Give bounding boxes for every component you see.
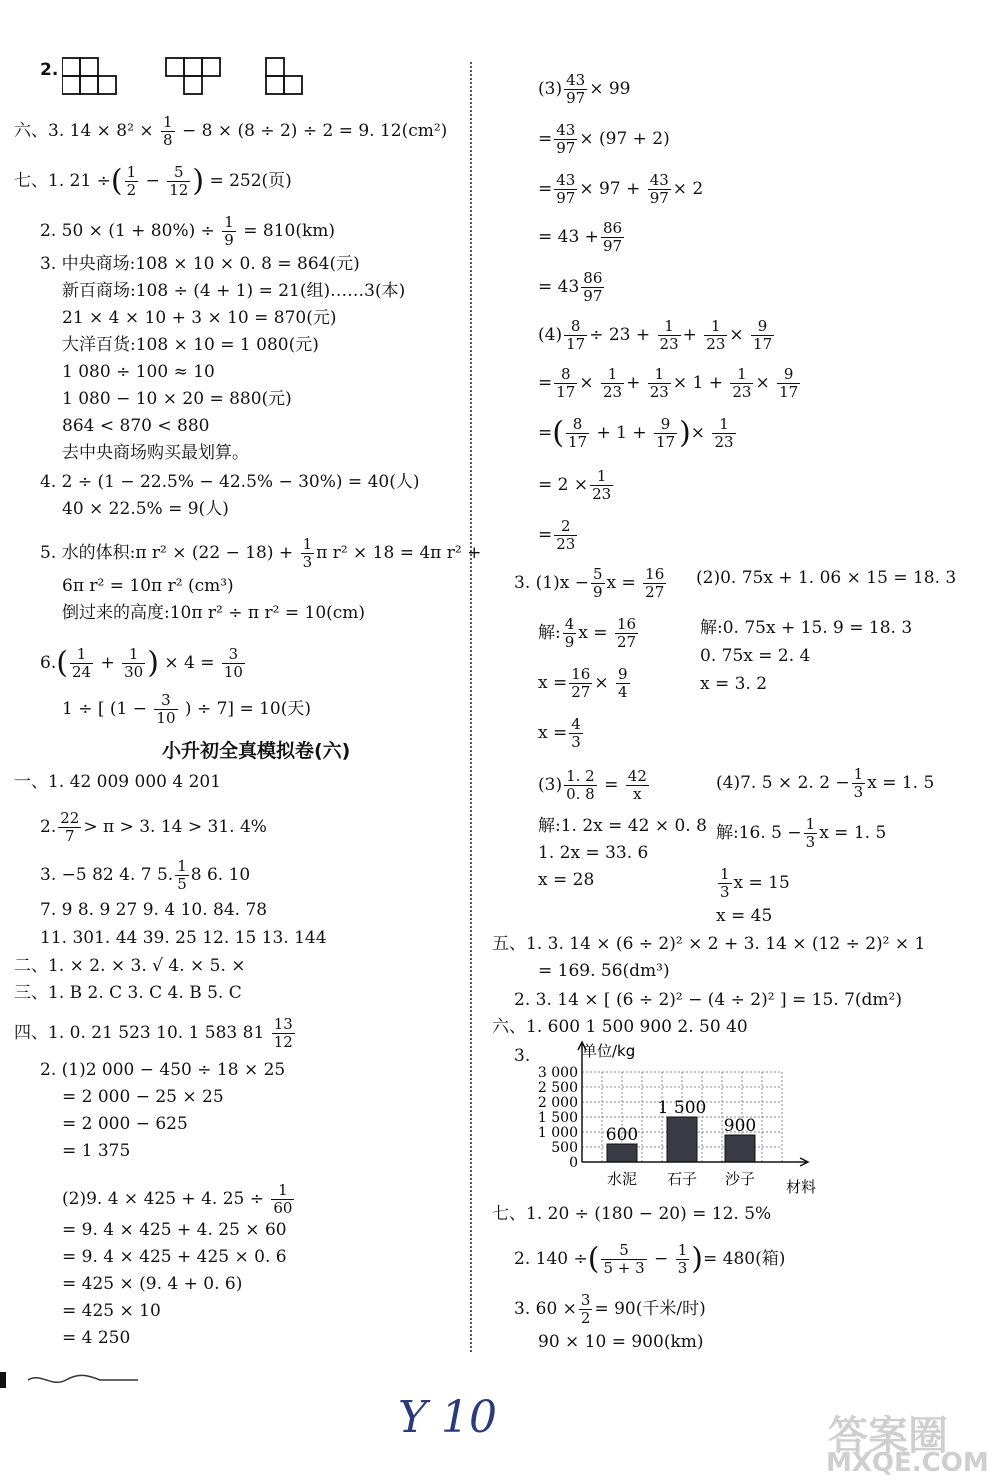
y-tick-label: 1 000 — [537, 1125, 578, 1141]
answer-line: 解:16. 5 − $\frac{1}{3}$ x = 1. 5 — [716, 815, 887, 851]
y-axis-ticks — [538, 1065, 578, 1171]
y-tick-label: 1 500 — [537, 1110, 578, 1126]
fraction: $\frac{43}{97}$ — [649, 171, 669, 207]
fraction: $\frac{1}{60}$ — [273, 1181, 293, 1217]
fraction: $\frac{1}{3}$ — [853, 765, 864, 801]
fraction: $\frac{1}{3}$ — [302, 535, 313, 571]
fraction: $\frac{86}{97}$ — [602, 219, 623, 255]
fraction: $\frac{42}{x}$ — [627, 767, 647, 803]
answer-line: 40 × 22.5% = 9(人) — [62, 499, 229, 519]
answer-line: = 43 $\frac{86}{97}$ — [538, 269, 603, 305]
answer-line: 解:1. 2x = 42 × 0. 8 — [538, 816, 707, 836]
answer-line: 一、1. 42 009 000 4 201 — [14, 772, 222, 792]
fraction: $\frac{13}{12}$ — [273, 1015, 293, 1051]
column-divider — [470, 62, 472, 1352]
answer-line: 新百商场:108 ÷ (4 + 1) = 21(组)……3(本) — [62, 281, 406, 301]
answer-line: 1. 2x = 33. 6 — [538, 843, 649, 863]
answer-line: 大洋百货:108 × 10 = 1 080(元) — [62, 335, 319, 355]
answer-line: 5. 水的体积:π r² × (22 − 18) + $\frac{1}{3}$ π r² × 18 = 4π r² + — [40, 535, 482, 571]
q2-label: 2. — [40, 60, 59, 80]
answer-line: = 1 375 — [62, 1141, 131, 1161]
answer-line: =( $\frac{8}{17}$ + 1 + $\frac{9}{17}$ )× $\frac{1}{23}$ — [538, 415, 734, 451]
fraction: $\frac{1}{24}$ — [71, 645, 92, 681]
answer-line: 七、1. 20 ÷ (180 − 20) = 12. 5% — [492, 1204, 772, 1224]
x-category-label: 石子 — [666, 1170, 698, 1188]
x-category-label: 水泥 — [606, 1170, 638, 1188]
answer-line: 3. 60 × $\frac{3}{2}$ = 90(千米/时) — [514, 1291, 706, 1327]
view-2-square — [184, 76, 202, 94]
fraction: $\frac{1}{23}$ — [592, 467, 612, 503]
answer-line: x = 3. 2 — [700, 674, 768, 694]
answer-line: 七、1. 21 ÷( $\frac{1}{2}$ − $\frac{5}{12}$ ) = 252(页) — [14, 163, 292, 199]
fraction: $\frac{43}{97}$ — [556, 171, 576, 207]
fraction: $\frac{1}{3}$ — [805, 815, 816, 851]
answer-line: = 43 + $\frac{86}{97}$ — [538, 219, 623, 255]
fraction: $\frac{1}{23}$ — [603, 365, 623, 401]
fraction: $\frac{9}{17}$ — [779, 365, 799, 401]
fraction: $\frac{2}{23}$ — [556, 517, 576, 553]
answer-line: 4. 2 ÷ (1 − 22.5% − 42.5% − 30%) = 40(人) — [40, 472, 420, 492]
answer-line: 2. 50 × (1 + 80%) ÷ $\frac{1}{9}$ = 810(km) — [40, 213, 336, 249]
bar-chart — [520, 1036, 840, 1200]
fraction: $\frac{1}{8}$ — [163, 113, 173, 149]
y-axis-label: 单位/kg — [582, 1042, 636, 1060]
view-1-square — [80, 76, 98, 94]
fraction: $\frac{22}{7}$ — [60, 809, 80, 845]
answer-line: (2)9. 4 × 425 + 4. 25 ÷ $\frac{1}{60}$ — [62, 1181, 293, 1217]
y-tick-label: 3 000 — [537, 1065, 578, 1081]
view-2-square — [202, 58, 220, 76]
answer-line: = 2 000 − 625 — [62, 1114, 188, 1134]
view-3-square — [266, 58, 284, 76]
answer-line: 二、1. × 2. × 3. √ 4. × 5. × — [14, 956, 246, 976]
fraction: $\frac{1}{23}$ — [732, 365, 752, 401]
fraction: $\frac{3}{10}$ — [223, 645, 243, 681]
fraction: $\frac{1}{23}$ — [659, 317, 679, 353]
answer-line: = 425 × (9. 4 + 0. 6) — [62, 1274, 243, 1294]
answer-line: 3. −5 82 4. 7 5. $\frac{1}{5}$ 8 6. 10 — [40, 857, 251, 893]
fraction: $\frac{9}{17}$ — [753, 317, 773, 353]
answer-line: 1 ÷ [ (1 − $\frac{3}{10}$ ) ÷ 7] = 10(天) — [62, 691, 311, 727]
answer-line: = $\frac{43}{97}$ × 97 + $\frac{43}{97}$ × 2 — [538, 171, 704, 207]
answer-line: (3) $\frac{1. 2}{0. 8}$ = $\frac{42}{x}$ — [538, 767, 647, 803]
answer-line: 90 × 10 = 900(km) — [538, 1332, 704, 1352]
fraction: $\frac{1. 2}{0. 8}$ — [566, 767, 595, 803]
fraction: $\frac{1}{23}$ — [706, 317, 726, 353]
view-1-square — [80, 58, 98, 76]
fraction: $\frac{1}{5}$ — [177, 857, 187, 893]
bar-data-label: 900 — [723, 1116, 757, 1136]
answer-line: 2. (1)2 000 − 450 ÷ 18 × 25 — [40, 1060, 286, 1080]
answer-line: (3) $\frac{43}{97}$ × 99 — [538, 71, 631, 107]
answer-line: 2. 140 ÷( $\frac{5}{5 + 3}$ − $\frac{1}{3}$ )= 480(箱) — [514, 1241, 786, 1277]
answer-line: 解:0. 75x + 15. 9 = 18. 3 — [700, 618, 913, 638]
answer-line: = 9. 4 × 425 + 425 × 0. 6 — [62, 1247, 287, 1267]
answer-line: 六、1. 600 1 500 900 2. 50 40 — [492, 1017, 748, 1037]
answer-line: 三、1. B 2. C 3. C 4. B 5. C — [14, 983, 242, 1003]
view-2-square — [166, 58, 184, 76]
x-category-label: 沙子 — [724, 1170, 756, 1188]
answer-line: (4) $\frac{8}{17}$ ÷ 23 + $\frac{1}{23}$ + $\frac{1}{23}$ × $\frac{9}{17}$ — [538, 317, 773, 353]
fraction: $\frac{5}{5 + 3}$ — [603, 1241, 645, 1277]
answer-line: (2)0. 75x + 1. 06 × 15 = 18. 3 — [696, 568, 957, 588]
page-ornament — [0, 1372, 140, 1388]
answer-line: 倒过来的高度:10π r² ÷ π r² = 10(cm) — [62, 603, 366, 623]
answer-line: x = 28 — [538, 870, 595, 890]
bar-data-label: 1 500 — [657, 1098, 707, 1118]
bar-data-label: 600 — [605, 1125, 639, 1145]
x-axis-label: 材料 — [786, 1178, 817, 1196]
fraction: $\frac{3}{2}$ — [580, 1291, 591, 1327]
fraction: $\frac{16}{27}$ — [571, 665, 591, 701]
y-tick-label: 2 500 — [537, 1080, 578, 1096]
fraction: $\frac{1}{23}$ — [714, 415, 734, 451]
answer-line: = $\frac{8}{17}$ × $\frac{1}{23}$ + $\frac{1}{23}$ × 1 + $\frac{1}{23}$ × $\frac{9}{17}$ — [538, 365, 799, 401]
answer-line: = 169. 56(dm³) — [538, 961, 670, 981]
fraction: $\frac{16}{27}$ — [645, 565, 665, 601]
answer-line: x = 45 — [716, 906, 773, 926]
answer-line: = 425 × 10 — [62, 1301, 161, 1321]
fraction: $\frac{3}{10}$ — [156, 691, 176, 727]
answer-line: 6π r² = 10π r² (cm³) — [62, 576, 234, 596]
answer-line: = 4 250 — [62, 1328, 131, 1348]
view-3-square — [266, 76, 284, 94]
answer-line: 3. — [514, 1046, 531, 1066]
bar — [725, 1135, 755, 1162]
fraction: $\frac{1}{3}$ — [677, 1241, 688, 1277]
fraction: $\frac{1}{2}$ — [126, 163, 137, 199]
answer-line: 解: $\frac{4}{9}$ x = $\frac{16}{27}$ — [538, 615, 637, 651]
bar — [607, 1144, 637, 1162]
answer-line: 2. $\frac{22}{7}$ > π > 3. 14 > 31. 4% — [40, 809, 267, 845]
fraction: $\frac{8}{17}$ — [566, 317, 586, 353]
answer-line: x = $\frac{4}{3}$ — [538, 715, 581, 751]
fraction: $\frac{5}{12}$ — [169, 163, 189, 199]
y-tick-label: 0 — [569, 1155, 578, 1171]
fraction: $\frac{1}{30}$ — [124, 645, 144, 681]
answer-line: (4)7. 5 × 2. 2 − $\frac{1}{3}$ x = 1. 5 — [716, 765, 935, 801]
answer-line: = 9. 4 × 425 + 4. 25 × 60 — [62, 1220, 287, 1240]
fraction: $\frac{4}{3}$ — [571, 715, 581, 751]
answer-line: $\frac{1}{3}$ x = 15 — [720, 865, 790, 901]
fraction: $\frac{1}{9}$ — [224, 213, 234, 249]
answer-line: 六、3. 14 × 8² × $\frac{1}{8}$ − 8 × (8 ÷ 2) ÷ 2 = 9. 12(cm²) — [14, 113, 448, 149]
fraction: $\frac{4}{9}$ — [564, 615, 575, 651]
answer-line: = $\frac{43}{97}$ × (97 + 2) — [538, 121, 670, 157]
fraction: $\frac{1}{3}$ — [720, 865, 730, 901]
answer-line: 7. 9 8. 9 27 9. 4 10. 84. 78 — [40, 900, 268, 920]
fraction: $\frac{1}{23}$ — [649, 365, 669, 401]
answer-line: 11. 301. 44 39. 25 12. 15 13. 144 — [40, 928, 327, 948]
view-3-square — [284, 76, 302, 94]
fraction: $\frac{43}{97}$ — [556, 121, 576, 157]
y-tick-label: 2 000 — [537, 1095, 578, 1111]
fraction: $\frac{9}{17}$ — [655, 415, 676, 451]
fraction: $\frac{86}{97}$ — [583, 269, 603, 305]
fraction: $\frac{9}{4}$ — [618, 665, 628, 701]
answer-line: = 2 000 − 25 × 25 — [62, 1087, 224, 1107]
answer-line: 3. (1)x − $\frac{5}{9}$ x = $\frac{16}{27}$ — [514, 565, 665, 601]
answer-line: 3. 中央商场:108 × 10 × 0. 8 = 864(元) — [40, 254, 360, 274]
watermark-logo: 答案圈 — [828, 1413, 948, 1459]
answer-line: 2. 3. 14 × [ (6 ÷ 2)² − (4 ÷ 2)² ] = 15. 7(dm²) — [514, 990, 902, 1010]
answer-line: 864 < 870 < 880 — [62, 416, 210, 436]
answer-line: 0. 75x = 2. 4 — [700, 646, 811, 666]
bars — [606, 1098, 756, 1188]
answer-line: 6.( $\frac{1}{24}$ + $\frac{1}{30}$ ) × 4 = $\frac{3}{10}$ — [40, 645, 243, 681]
answer-line: 1 080 − 10 × 20 = 880(元) — [62, 389, 292, 409]
cube-views-figure — [62, 56, 442, 96]
exam-title: 小升初全真模拟卷(六) — [162, 740, 351, 762]
answer-line: x = $\frac{16}{27}$ × $\frac{9}{4}$ — [538, 665, 628, 701]
fraction: $\frac{43}{97}$ — [566, 71, 586, 107]
answer-line: = $\frac{2}{23}$ — [538, 517, 576, 553]
fraction: $\frac{8}{17}$ — [567, 415, 588, 451]
answer-line: 五、1. 3. 14 × (6 ÷ 2)² × 2 + 3. 14 × (12 ÷ 2)² × 1 — [492, 934, 926, 954]
answer-line: 1 080 ÷ 100 ≈ 10 — [62, 362, 215, 382]
y-tick-label: 500 — [551, 1140, 578, 1156]
watermark-url: MXQE.COM — [826, 1448, 989, 1478]
bar — [667, 1117, 697, 1162]
fraction: $\frac{8}{17}$ — [556, 365, 576, 401]
fraction: $\frac{5}{9}$ — [592, 565, 603, 601]
answer-line: = 2 × $\frac{1}{23}$ — [538, 467, 612, 503]
view-1-square — [98, 76, 116, 94]
view-2-square — [184, 58, 202, 76]
answer-line: 21 × 4 × 10 + 3 × 10 = 870(元) — [62, 308, 337, 328]
answer-line: 去中央商场购买最划算。 — [62, 443, 249, 463]
answer-line: 四、1. 0. 21 523 10. 1 583 81 $\frac{13}{12}$ — [14, 1015, 293, 1051]
view-1-square — [62, 58, 80, 76]
handwritten-note: Y 10 — [398, 1392, 498, 1443]
view-1-square — [62, 76, 80, 94]
fraction: $\frac{16}{27}$ — [616, 615, 637, 651]
